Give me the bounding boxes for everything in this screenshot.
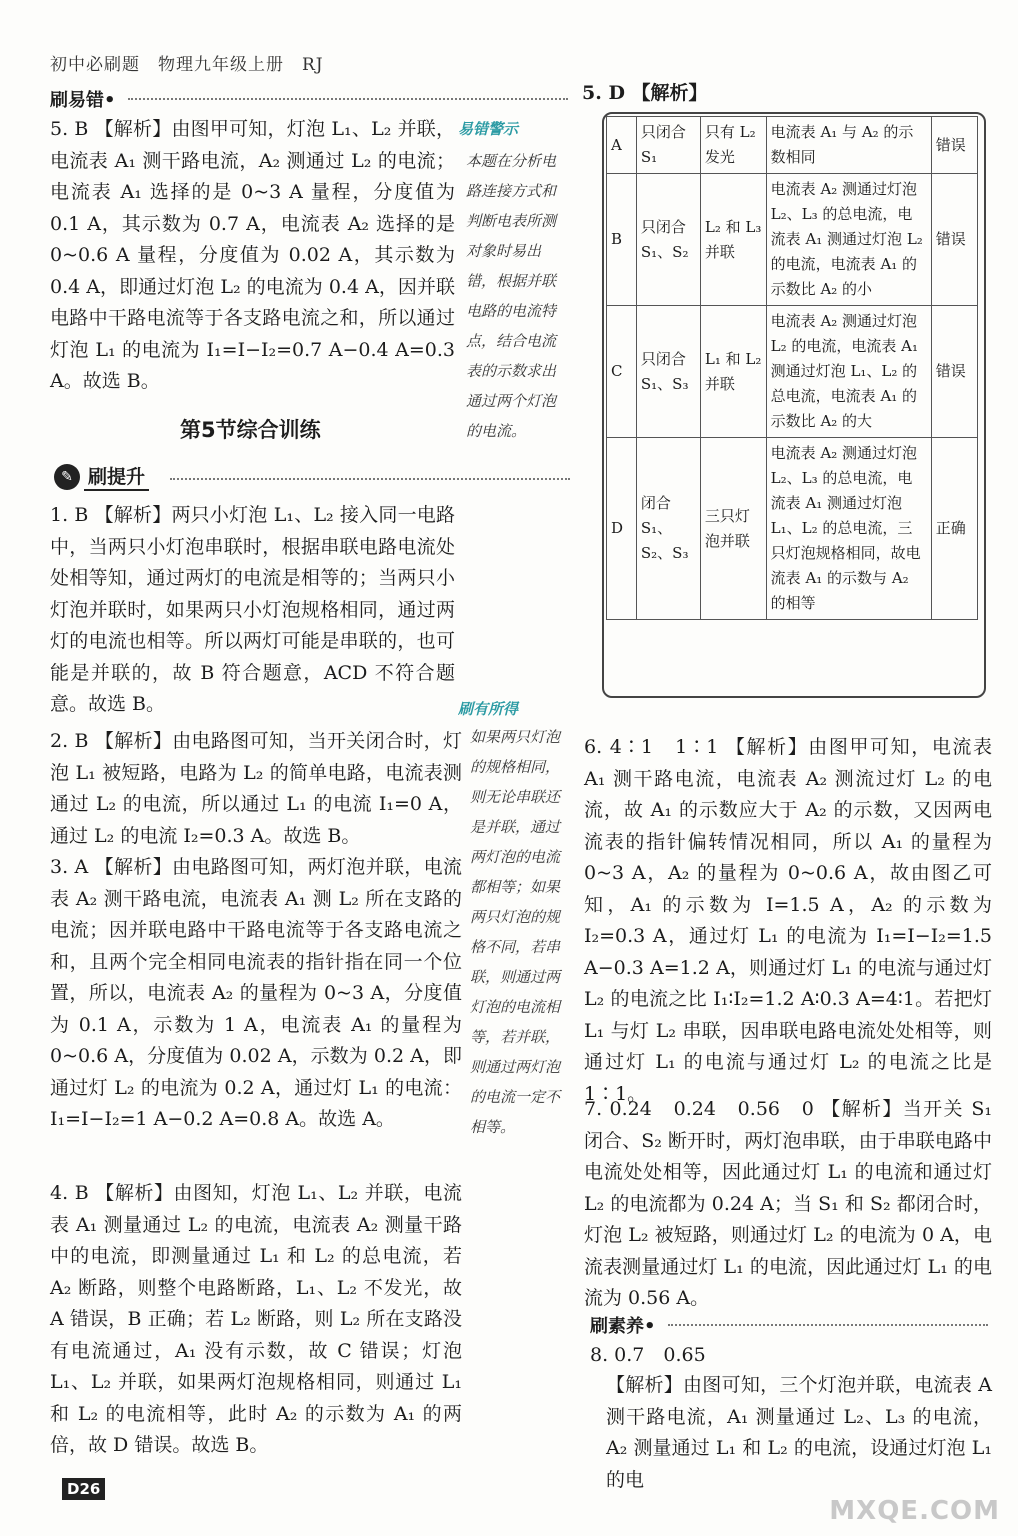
watermark: MXQE.COM bbox=[829, 1496, 1000, 1526]
table-cell: 只有 L₂ 发光 bbox=[700, 117, 766, 174]
divider bbox=[668, 1324, 988, 1326]
answer-8-head: 8. 0.7 0.65 bbox=[590, 1344, 706, 1366]
table-cell: L₂ 和 L₃ 并联 bbox=[700, 174, 766, 306]
answer-2: 2. B 【解析】由电路图可知，当开关闭合时，灯泡 L₁ 被短路，电路为 L₂ 的简单电路，电流表测通过 L₂ 的电流，所以通过 L₁ 的电流 I₁=0 A，通过 L₂ 的电流 I₂=0.3 A。故选 B。 bbox=[50, 730, 462, 847]
divider bbox=[128, 98, 568, 100]
table-cell: 错误 bbox=[931, 306, 977, 438]
table-cell: 正确 bbox=[931, 438, 977, 620]
answer-7: 7. 0.24 0.24 0.56 0 【解析】当开关 S₁ 闭合、S₂ 断开时，两灯泡串联，由于串联电路中电流处处相等，因此通过灯 L₁ 的电流和通过灯 L₂ 的电流都为 0.24 A；当 S₁ 和 S₂ 都闭合时，灯泡 L₂ 被短路，则通过灯 L₂ 的电流为 0 A，电流表测量通过灯 L₁ 的电流，因此通过灯 L₁ 的电流为 0.56 A。 bbox=[584, 1098, 992, 1309]
page-header: 初中必刷题 物理九年级上册 RJ bbox=[50, 55, 324, 75]
table-cell: 电流表 A₁ 与 A₂ 的示数相同 bbox=[766, 117, 931, 174]
badge-label: 刷提升 bbox=[84, 462, 149, 491]
table-cell: 只闭合 S₁ bbox=[636, 117, 700, 174]
badge-tisheng bbox=[54, 462, 149, 491]
note-title-suode: 刷有所得 bbox=[458, 700, 519, 718]
table-cell: 只闭合 S₁、S₂ bbox=[636, 174, 700, 306]
side-note-1: 本题在分析电路连接方式和判断电表所测对象时易出错，根据并联电路的电流特点，结合电流表的示数求出通过两个灯泡的电流。 bbox=[466, 152, 557, 440]
table-cell: 三只灯泡并联 bbox=[700, 438, 766, 620]
table-cell: 错误 bbox=[931, 174, 977, 306]
table-cell: 错误 bbox=[931, 117, 977, 174]
side-note-2: 如果两只灯泡的规格相同，则无论串联还是并联，通过两灯泡的电流都相等；如果两只灯泡的规格不同，若串联，则通过两灯泡的电流相等，若并联，则通过两灯泡的电流一定不相等。 bbox=[470, 728, 561, 1136]
answer-6: 6. 4∶1 1∶1 【解析】由图甲可知，电流表 A₁ 测干路电流，电流表 A₂ 测流过灯 L₂ 的电流，故 A₁ 的示数应大于 A₂ 的示数，又因两电流表的指针偏转情况相同，所以 A₁ 的量程为 0~3 A，A₂ 的量程为 0~0.6 A，故由图乙可知，A₁ 的示数为 I=1.5 A，A₂ 的示数为 I₂=0.3 A，通过灯 L₁ 的电流为 I₁=I−I₂=1.5 A−0.3 A=1.2 A，则通过灯 L₁ 的电流与通过灯 L₂ 的电流之比 I₁∶I₂=1.2 A∶0.3 A=4∶1。若把灯 L₁ 与灯 L₂ 串联，因串联电路电流处处相等，则通过灯 L₁ 的电流与通过灯 L₂ 的电流之比是 1∶1。 bbox=[584, 736, 992, 1105]
table-cell: C bbox=[607, 306, 637, 438]
note-title-yicuo: 易错警示 bbox=[458, 120, 519, 138]
divider bbox=[170, 478, 570, 480]
answer-5-head: 5. D 【解析】 bbox=[582, 82, 708, 104]
table-cell: L₁ 和 L₂ 并联 bbox=[700, 306, 766, 438]
answer-3: 3. A 【解析】由电路图可知，两灯泡并联，电流表 A₂ 测干路电流，电流表 A₁ 测 L₂ 所在支路的电流；因并联电路中干路电流等于各支路电流之和，且两个完全相同电流表的指针指在同一个位置，所以，电流表 A₂ 的量程为 0~3 A，分度值为 0.1 A，示数为 1 A，电流表 A₁ 的量程为 0~0.6 A，分度值为 0.02 A，示数为 0.2 A，即通过灯 L₂ 的电流为 0.2 A，通过灯 L₁ 的电流：I₁=I−I₂=1 A−0.2 A=0.8 A。故选 A。 bbox=[50, 856, 462, 1130]
table-row bbox=[607, 438, 978, 620]
section-label-yicuo: 刷易错• bbox=[50, 90, 116, 111]
table-cell: 只闭合 S₁、S₃ bbox=[636, 306, 700, 438]
answer-5: 5. B 【解析】由图甲可知，灯泡 L₁、L₂ 并联，电流表 A₁ 测干路电流，A₂ 测通过 L₂ 的电流；电流表 A₁ 选择的是 0~3 A 量程，分度值为 0.1 A，其示数为 0.7 A，电流表 A₂ 选择的是 0~0.6 A 量程，分度值为 0.02 A，其示数为 0.4 A，即通过灯泡 L₂ 的电流为 0.4 A，因并联电路中干路电流等于各支路电流之和，所以通过灯泡 L₁ 的电流为 I₁=I−I₂=0.7 A−0.4 A=0.3 A。故选 B。 bbox=[50, 118, 455, 392]
table-cell: 闭合 S₁、S₂、S₃ bbox=[636, 438, 700, 620]
analysis-table bbox=[606, 116, 978, 620]
table-cell: 电流表 A₂ 测通过灯泡 L₂、L₃ 的总电流，电流表 A₁ 测通过灯泡 L₁、L₂ 的总电流，三只灯泡规格相同，故电流表 A₁ 的示数与 A₂ 的相等 bbox=[766, 438, 931, 620]
table-row bbox=[607, 117, 978, 174]
table-cell: A bbox=[607, 117, 637, 174]
pen-icon: ✎ bbox=[54, 464, 80, 490]
table-cell: 电流表 A₂ 测通过灯泡 L₂ 的电流，电流表 A₁ 测通过灯泡 L₁、L₂ 的总电流，电流表 A₁ 的示数比 A₂ 的大 bbox=[766, 306, 931, 438]
page-number: D26 bbox=[62, 1478, 105, 1500]
table-cell: 电流表 A₂ 测通过灯泡 L₂、L₃ 的总电流，电流表 A₁ 测通过灯泡 L₂ 的电流，电流表 A₁ 的示数比 A₂ 的小 bbox=[766, 174, 931, 306]
table-cell: B bbox=[607, 174, 637, 306]
table-row bbox=[607, 174, 978, 306]
table-cell: D bbox=[607, 438, 637, 620]
answer-1: 1. B 【解析】两只小灯泡 L₁、L₂ 接入同一电路中，当两只小灯泡串联时，根据串联电路电流处处相等知，通过两灯的电流是相等的；当两只小灯泡并联时，如果两只小灯泡规格相同，通过两灯的电流也相等。所以两灯可能是串联的，也可能是并联的，故 B 符合题意，ACD 不符合题意。故选 B。 bbox=[50, 504, 455, 715]
answer-4: 4. B 【解析】由图知，灯泡 L₁、L₂ 并联，电流表 A₁ 测量通过 L₂ 的电流，电流表 A₂ 测量干路中的电流，即测量通过 L₁ 和 L₂ 的总电流，若 A₂ 断路，则整个电路断路，L₁、L₂ 不发光，故 A 错误，B 正确；若 L₂ 断路，则 L₂ 所在支路没有电流通过，A₁ 没有示数，故 C 错误；灯泡 L₁、L₂ 并联，如果两灯泡规格相同，则通过 L₁ 和 L₂ 的电流相等，此时 A₂ 的示数为 A₁ 的两倍，故 D 错误。故选 B。 bbox=[50, 1182, 462, 1456]
section-title: 第5节综合训练 bbox=[180, 418, 321, 442]
table-row bbox=[607, 306, 978, 438]
section-label-suyang: 刷素养• bbox=[590, 1316, 656, 1337]
answer-8: 【解析】由图可知，三个灯泡并联，电流表 A 测干路电流，A₁ 测量通过 L₂、L₃ 的电流，A₂ 测量通过 L₁ 和 L₂ 的电流，设通过灯泡 L₁ 的电 bbox=[606, 1374, 992, 1491]
